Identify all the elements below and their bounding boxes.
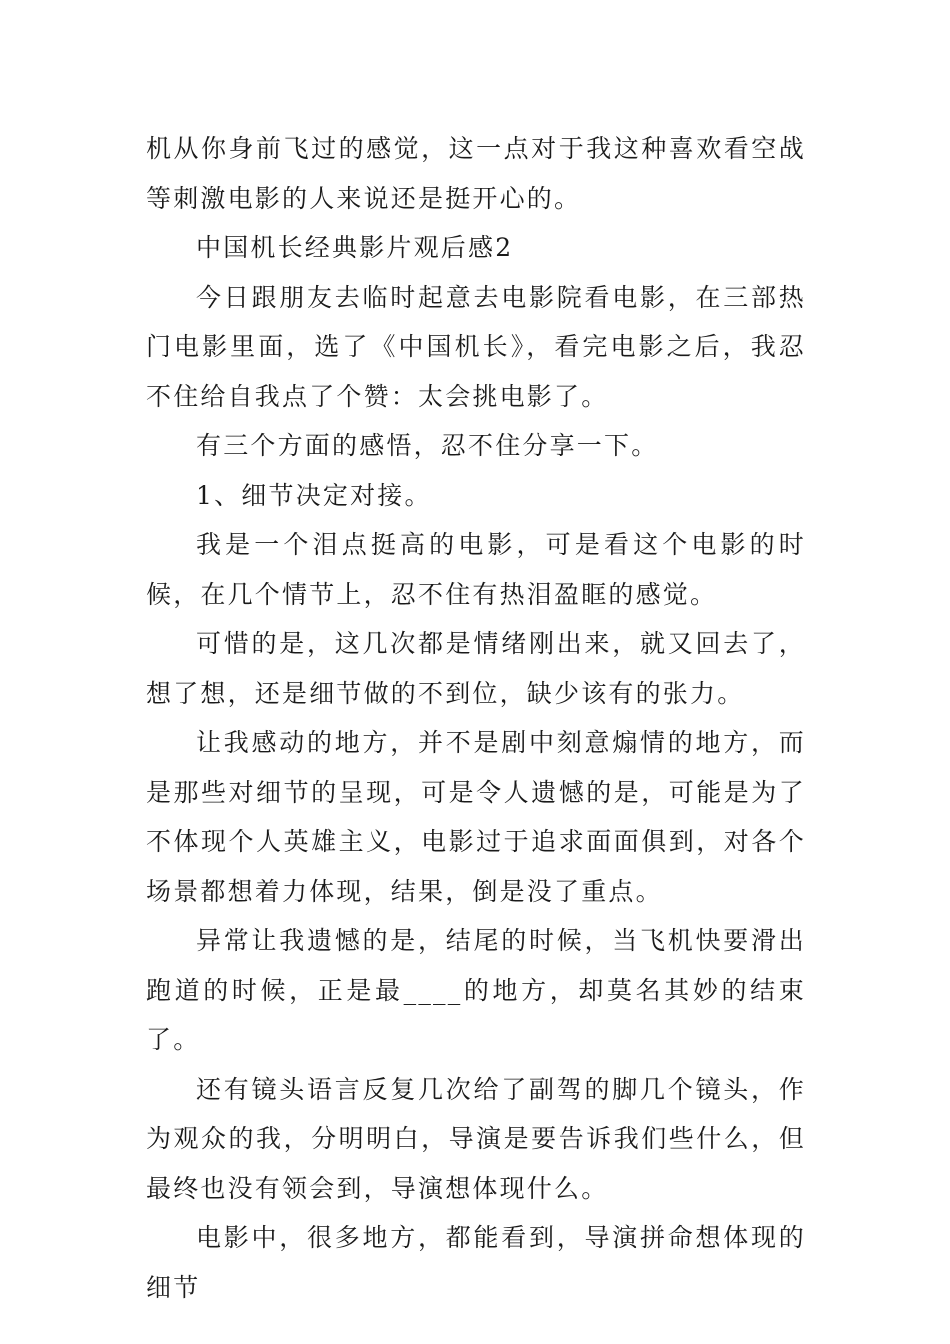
paragraph: 我是一个泪点挺高的电影，可是看这个电影的时候，在几个情节上，忍不住有热泪盈眶的感觉。: [146, 530, 806, 609]
paragraph: 异常让我遗憾的是，结尾的时候，当飞机快要滑出跑道的时候，正是最____的地方，却莫名其妙的结束了。: [146, 926, 806, 1054]
paragraph: 电影中，很多地方，都能看到，导演拼命想体现的细节: [146, 1223, 806, 1302]
paragraph: 可惜的是，这几次都是情绪刚出来，就又回去了，想了想，还是细节做的不到位，缺少该有的张力。: [146, 629, 806, 708]
paragraph: 还有镜头语言反复几次给了副驾的脚几个镜头，作为观众的我，分明明白，导演是要告诉我们些什么，但最终也没有领会到，导演想体现什么。: [146, 1074, 806, 1203]
paragraph: 让我感动的地方，并不是剧中刻意煽情的地方，而是那些对细节的呈现，可是令人遗憾的是，可能是为了不体现个人英雄主义，电影过于追求面面俱到，对各个场景都想着力体现，结果，倒是没了重点。: [146, 728, 806, 906]
document-body: [146, 124, 806, 1312]
list-item-heading: 1、细节决定对接。: [196, 480, 432, 510]
paragraph: 今日跟朋友去临时起意去电影院看电影，在三部热门电影里面，选了《中国机长》，看完电影之后，我忍不住给自我点了个赞：太会挑电影了。: [146, 282, 806, 411]
paragraph: 机从你身前飞过的感觉，这一点对于我这种喜欢看空战等刺激电影的人来说还是挺开心的。: [146, 134, 806, 213]
paragraph: 有三个方面的感悟，忍不住分享一下。: [196, 431, 659, 460]
section-heading: 中国机长经典影片观后感2: [196, 233, 514, 262]
